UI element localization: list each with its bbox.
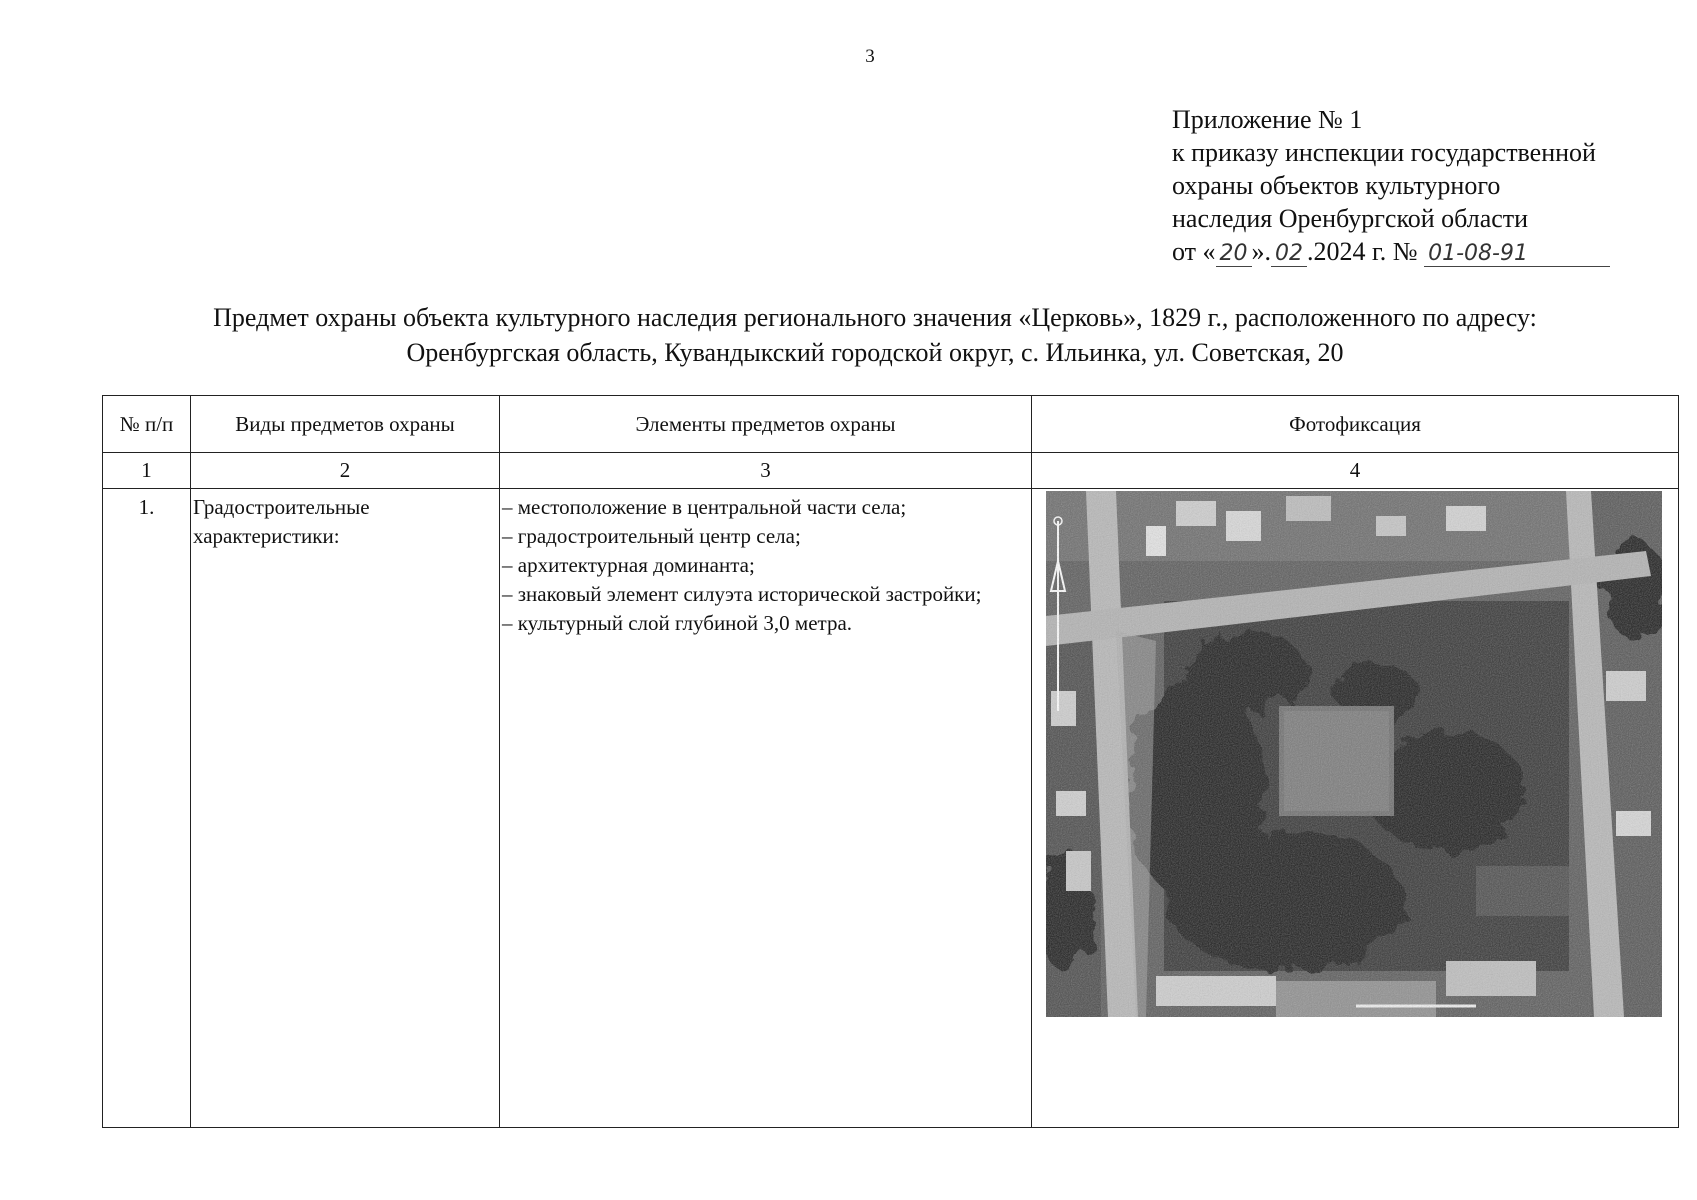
- header-row: [103, 396, 1679, 453]
- elements-list: [500, 493, 1031, 638]
- protection-table: [102, 395, 1679, 1128]
- appendix-line-3: охраны объектов культурного: [1172, 171, 1501, 200]
- handwritten-day: 20: [1216, 242, 1252, 267]
- title-line-1: Предмет охраны объекта культурного наследия регионального значения «Церковь», 1829 г., расположенного по адресу:: [213, 303, 1537, 332]
- appendix-block: [1172, 103, 1610, 268]
- page-number: 3: [865, 46, 875, 67]
- handwritten-month: 02: [1271, 242, 1307, 267]
- column-number-row: [103, 453, 1679, 489]
- protection-type: Градостроительные характеристики:: [191, 489, 500, 1128]
- column-number: 4: [1032, 453, 1679, 489]
- protection-elements: [500, 489, 1032, 1128]
- list-item: – культурный слой глубиной 3,0 метра.: [502, 611, 853, 635]
- list-item: – архитектурная доминанта;: [502, 553, 755, 577]
- column-number: 3: [500, 453, 1032, 489]
- list-item: – градостроительный центр села;: [502, 524, 801, 548]
- appendix-line-4: наследия Оренбургской области: [1172, 204, 1529, 233]
- appendix-line-1: Приложение № 1: [1172, 105, 1363, 134]
- appendix-date-line: [1172, 235, 1610, 268]
- header-type: Виды предметов охраны: [191, 396, 500, 453]
- appendix-line-2: к приказу инспекции государственной: [1172, 138, 1596, 167]
- aerial-image: [1046, 491, 1662, 1017]
- date-prefix: от «: [1172, 237, 1216, 266]
- date-year: .2024 г. №: [1307, 237, 1418, 266]
- list-item: – знаковый элемент силуэта исторической застройки;: [502, 582, 982, 606]
- photo-cell: [1032, 489, 1679, 1128]
- column-number: 2: [191, 453, 500, 489]
- header-photo: Фотофиксация: [1032, 396, 1679, 453]
- header-elements: Элементы предметов охраны: [500, 396, 1032, 453]
- aerial-photo: [1046, 491, 1662, 1017]
- column-number: 1: [103, 453, 191, 489]
- handwritten-order-number: 01-08-91: [1424, 242, 1610, 267]
- document-title: [0, 300, 1697, 370]
- title-line-2: Оренбургская область, Кувандыкский городской округ, с. Ильинка, ул. Советская, 20: [406, 338, 1344, 367]
- row-number: 1.: [103, 489, 191, 1128]
- table-row: [103, 489, 1679, 1128]
- date-mid: ».: [1251, 237, 1272, 266]
- list-item: – местоположение в центральной части села;: [502, 495, 907, 519]
- header-num: № п/п: [103, 396, 191, 453]
